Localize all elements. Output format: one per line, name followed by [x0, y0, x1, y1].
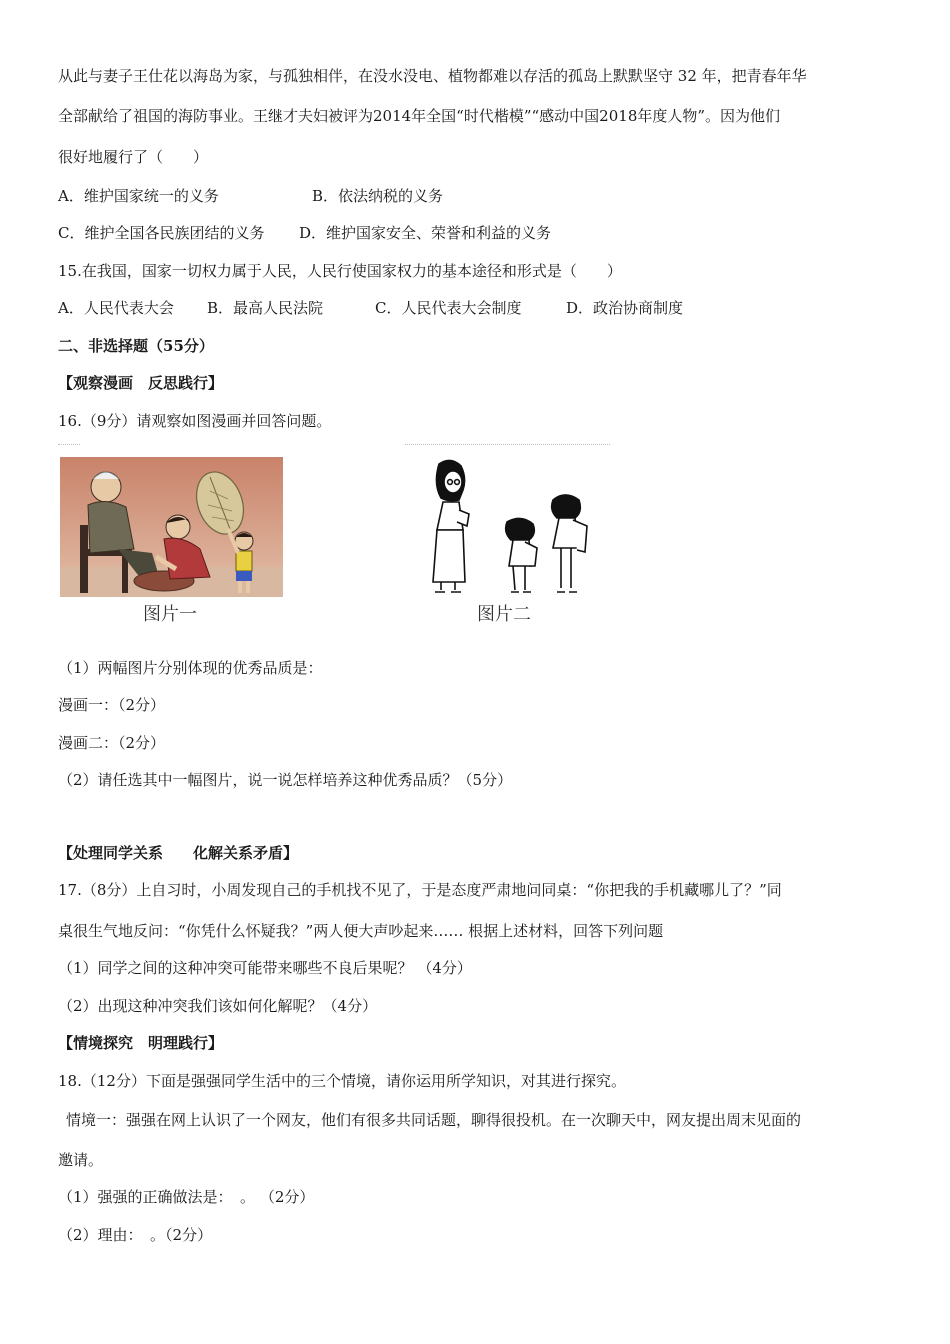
- q18-stem: 18.（12分）下面是强强同学生活中的三个情境，请你运用所学知识，对其进行探究。: [58, 1072, 626, 1090]
- section-title: 二、非选择题（55分）: [58, 337, 214, 355]
- q17-line2: 桌很生气地反问：“你凭什么怀疑我？”两人便大声吵起来…… 根据上述材料，回答下列问题: [58, 922, 664, 940]
- q18-scene1-line2: 邀请。: [58, 1151, 104, 1169]
- q16-comic1-answer: 漫画一：（2分）: [58, 696, 166, 714]
- q14-option-b: B．依法纳税的义务: [312, 187, 444, 205]
- q14-option-a: A．维护国家统一的义务: [58, 187, 219, 205]
- q14-text-line1: 从此与妻子王仕花以海岛为家，与孤独相伴，在没水没电、植物都难以存活的孤岛上默默坚守 32 年，把青春年华: [58, 67, 807, 85]
- q15-option-d: D．政治协商制度: [566, 299, 684, 317]
- q16-comic2-answer: 漫画二：（2分）: [58, 734, 166, 752]
- q16-sub2: （2）请任选其中一幅图片，说一说怎样培养这种优秀品质？（5分）: [58, 771, 513, 789]
- comic-picture-two: [425, 456, 615, 598]
- q14-text-line2: 全部献给了祖国的海防事业。王继才夫妇被评为2014年全国“时代楷模”“感动中国2018年度人物”。因为他们: [58, 107, 781, 125]
- comic-picture-one: [60, 457, 283, 597]
- part1-header: 【观察漫画 反思践行】: [58, 374, 224, 392]
- q14-option-d: D．维护国家安全、荣誉和利益的义务: [299, 224, 552, 242]
- q17-line1: 17.（8分）上自习时，小周发现自己的手机找不见了，于是态度严肃地问同桌：“你把我的手机藏哪儿了？”同: [58, 881, 782, 899]
- q18-scene1-line1: 情境一：强强在网上认识了一个网友，他们有很多共同话题，聊得很投机。在一次聊天中，网友提出周末见面的: [66, 1111, 802, 1129]
- dotted-rule-left: [58, 444, 80, 446]
- q16-stem: 16.（9分）请观察如图漫画并回答问题。: [58, 412, 332, 430]
- q14-option-c: C．维护全国各民族团结的义务: [58, 224, 265, 242]
- q17-sub1: （1）同学之间的这种冲突可能带来哪些不良后果呢？ （4分）: [58, 959, 472, 977]
- part2-header: 【处理同学关系 化解关系矛盾】: [58, 844, 299, 862]
- q16-sub1: （1）两幅图片分别体现的优秀品质是：: [58, 659, 323, 677]
- q14-text-line3: 很好地履行了（ ）: [58, 148, 209, 166]
- part3-header: 【情境探究 明理践行】: [58, 1034, 224, 1052]
- q18-sub2: （2）理由： 。（2分）: [58, 1226, 213, 1244]
- caption-picture-one: 图片一: [143, 604, 197, 625]
- q15-option-c: C．人民代表大会制度: [375, 299, 522, 317]
- q18-sub1: （1）强强的正确做法是： 。 （2分）: [58, 1188, 315, 1206]
- q17-sub2: （2）出现这种冲突我们该如何化解呢？（4分）: [58, 997, 378, 1015]
- q15-stem: 15.在我国，国家一切权力属于人民，人民行使国家权力的基本途径和形式是（ ）: [58, 262, 622, 280]
- caption-picture-two: 图片二: [477, 604, 531, 625]
- q15-option-a: A．人民代表大会: [58, 299, 174, 317]
- dotted-rule-right: [405, 444, 610, 446]
- q15-option-b: B．最高人民法院: [207, 299, 324, 317]
